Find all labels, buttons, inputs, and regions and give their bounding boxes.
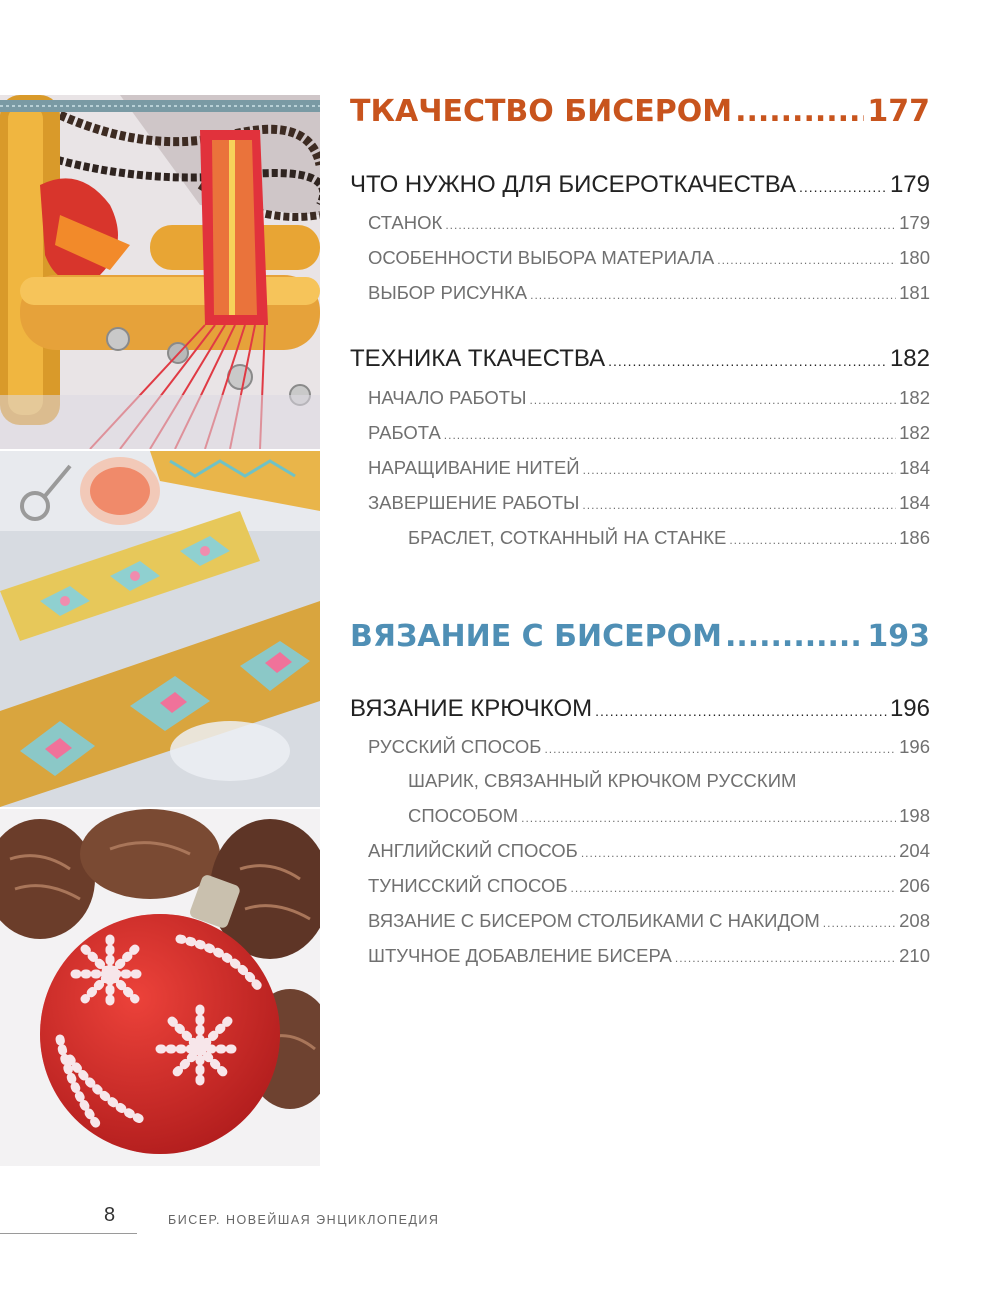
toc-leader-dots	[608, 353, 887, 369]
footer-rule	[0, 1233, 137, 1234]
toc-leader-dots	[735, 94, 864, 129]
toc-item[interactable]	[368, 945, 930, 967]
toc-item-title: РУССКИЙ СПОСОБ	[368, 736, 542, 757]
toc-item-page: 210	[899, 945, 930, 966]
toc-item[interactable]	[368, 492, 930, 514]
toc-item-title: НАЧАЛО РАБОТЫ	[368, 387, 527, 408]
photo-bead-loom	[0, 95, 320, 449]
toc-leader-dots	[570, 881, 896, 895]
toc-item-title: РАБОТА	[368, 422, 441, 443]
toc-item-page: 208	[899, 910, 930, 931]
toc-chapter-title: ТКАЧЕСТВО БИСЕРОМ	[350, 94, 733, 129]
toc-section[interactable]	[350, 695, 930, 723]
toc-leader-dots	[729, 533, 896, 547]
toc-item-title: ТУНИССКИЙ СПОСОБ	[368, 875, 568, 896]
toc-item[interactable]	[368, 457, 930, 479]
toc-item[interactable]	[368, 736, 930, 758]
toc-leader-dots	[583, 463, 897, 477]
page-number: 8	[104, 1204, 116, 1226]
toc-section-title: ТЕХНИКА ТКАЧЕСТВА	[350, 345, 606, 372]
toc-item[interactable]	[368, 840, 930, 862]
toc-chapter-weaving[interactable]	[350, 94, 930, 129]
toc-item-page: 184	[899, 492, 930, 513]
toc-leader-dots	[799, 179, 887, 195]
toc-item-title: БРАСЛЕТ, СОТКАННЫЙ НА СТАНКЕ	[408, 527, 727, 548]
toc-item-title: НАРАЩИВАНИЕ НИТЕЙ	[368, 457, 580, 478]
toc-section[interactable]	[350, 345, 930, 373]
toc-item[interactable]	[408, 527, 930, 549]
photo-beaded-ball	[0, 809, 320, 1166]
toc-item-title: АНГЛИЙСКИЙ СПОСОБ	[368, 840, 578, 861]
toc-item-title-line2: СПОСОБОМ	[408, 805, 519, 826]
running-title: БИСЕР. НОВЕЙШАЯ ЭНЦИКЛОПЕДИЯ	[168, 1213, 440, 1227]
toc-item-page: 180	[899, 247, 930, 268]
toc-section-page: 196	[889, 695, 930, 722]
toc-item-page: 186	[899, 527, 930, 548]
toc-item[interactable]	[368, 247, 930, 269]
toc-leader-dots	[521, 811, 896, 825]
toc-chapter-knitting[interactable]	[350, 619, 930, 654]
toc-section-title: ВЯЗАНИЕ КРЮЧКОМ	[350, 695, 593, 722]
toc-section-page: 182	[889, 345, 930, 372]
photo-bead-bracelets	[0, 451, 320, 807]
toc-item-page: 196	[899, 736, 930, 757]
toc-item-page: 181	[899, 282, 930, 303]
toc-section-page: 179	[889, 171, 930, 198]
toc-item-title: ШТУЧНОЕ ДОБАВЛЕНИЕ БИСЕРА	[368, 945, 672, 966]
toc-item-page: 204	[899, 840, 930, 861]
toc-leader-dots	[582, 498, 896, 512]
toc-item[interactable]	[368, 422, 930, 444]
toc-item-title-line1[interactable]: ШАРИК, СВЯЗАННЫЙ КРЮЧКОМ РУССКИМ	[408, 770, 797, 791]
toc-leader-dots	[675, 951, 896, 965]
toc-leader-dots	[595, 703, 887, 719]
toc-item[interactable]	[368, 387, 930, 409]
toc-item-title: ОСОБЕННОСТИ ВЫБОРА МАТЕРИАЛА	[368, 247, 715, 268]
toc-item-title: СТАНОК	[368, 212, 443, 233]
toc-item-title: ВЫБОР РИСУНКА	[368, 282, 528, 303]
toc-leader-dots	[544, 742, 896, 756]
toc-section[interactable]	[350, 171, 930, 199]
toc-item-title: ВЯЗАНИЕ С БИСЕРОМ СТОЛБИКАМИ С НАКИДОМ	[368, 910, 820, 931]
toc-item-page: 179	[899, 212, 930, 233]
toc-leader-dots	[529, 393, 896, 407]
toc-leader-dots	[444, 428, 896, 442]
toc-section-title: ЧТО НУЖНО ДЛЯ БИСЕРОТКАЧЕСТВА	[350, 171, 797, 198]
toc-leader-dots	[530, 288, 896, 302]
toc-leader-dots	[717, 253, 896, 267]
toc-item[interactable]	[368, 212, 930, 234]
toc-chapter-page: 177	[867, 94, 930, 129]
toc-item-page: 182	[899, 387, 930, 408]
photo-column	[0, 95, 320, 1166]
toc-item-page: 206	[899, 875, 930, 896]
toc-item[interactable]	[408, 805, 930, 827]
toc-chapter-page: 193	[867, 619, 930, 654]
toc-leader-dots	[581, 846, 896, 860]
toc-item-title: ЗАВЕРШЕНИЕ РАБОТЫ	[368, 492, 580, 513]
toc-item-page: 182	[899, 422, 930, 443]
toc-item-page: 184	[899, 457, 930, 478]
toc-leader-dots	[725, 619, 864, 654]
toc-leader-dots	[445, 218, 896, 232]
toc-item[interactable]	[368, 282, 930, 304]
toc-chapter-title: ВЯЗАНИЕ С БИСЕРОМ	[350, 619, 722, 654]
toc-item-page: 198	[899, 805, 930, 826]
toc-leader-dots	[823, 916, 896, 930]
toc-item[interactable]	[368, 910, 930, 932]
toc-item[interactable]	[368, 875, 930, 897]
